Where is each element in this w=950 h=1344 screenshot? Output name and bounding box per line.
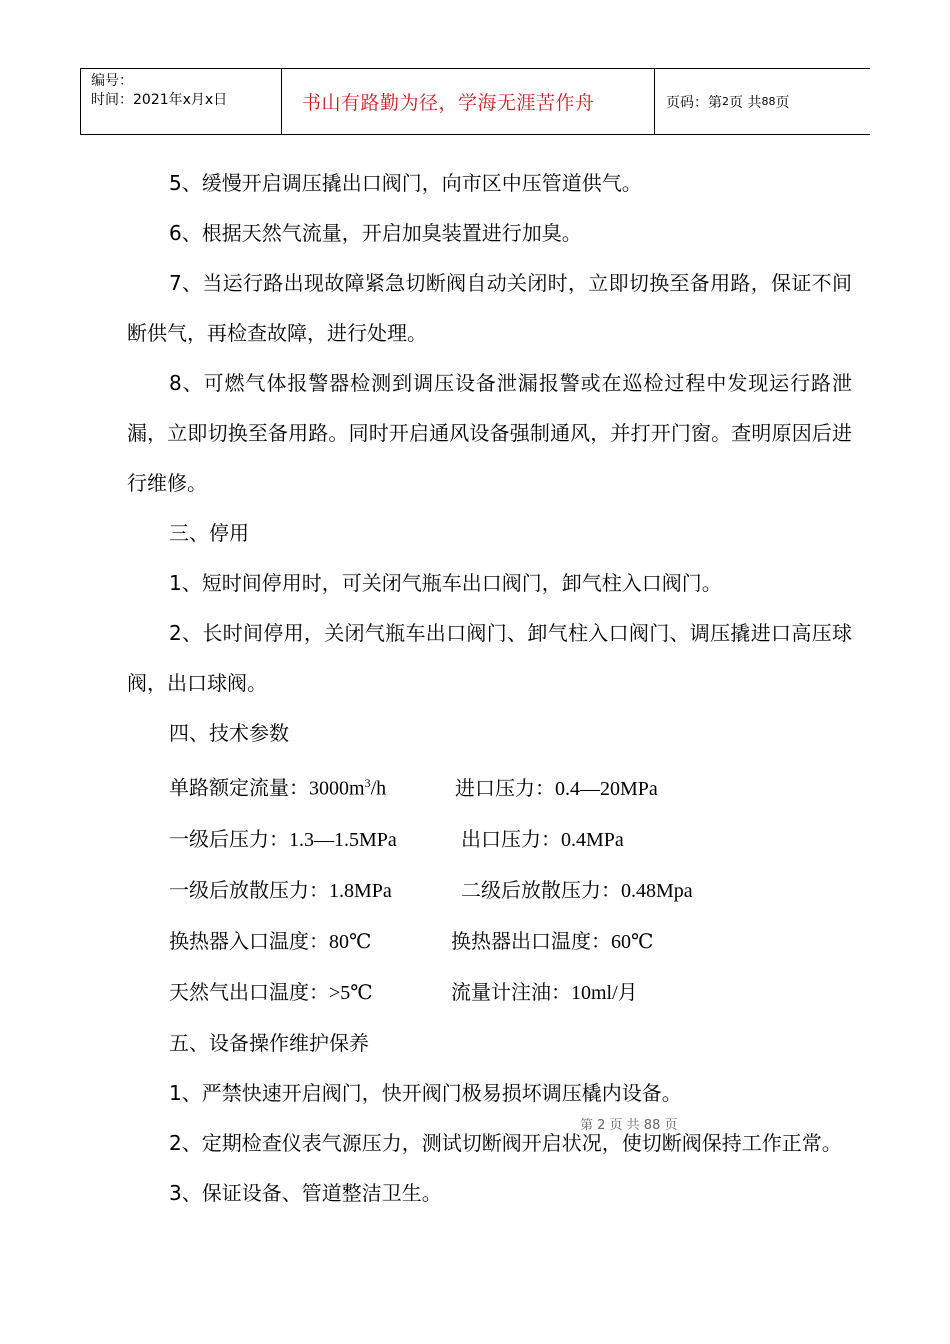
param-label: 单路额定流量：: [169, 775, 309, 800]
param-value: 80℃: [329, 930, 372, 953]
param-stage1-relief: [169, 865, 461, 916]
time-label: 时间：2021年x月x日: [91, 92, 228, 108]
param-value: 60℃: [611, 930, 654, 953]
param-label: 出口压力：: [461, 826, 561, 851]
param-label: 二级后放散压力：: [461, 877, 621, 902]
param-row-2: [127, 814, 852, 865]
param-row-4: [127, 916, 852, 967]
page-mid: 页 共: [729, 94, 762, 111]
section-5-item-1: 1、严禁快速开启阀门，快开阀门极易损坏调压橇内设备。: [169, 1080, 682, 1105]
param-inlet-pressure: [455, 763, 658, 814]
section-4-heading: 四、技术参数: [169, 721, 289, 745]
section-5-heading: 五、设备操作维护保养: [169, 1030, 369, 1055]
page-header: [80, 68, 870, 135]
section-5-item-3: 3、保证设备、管道整洁卫生。: [169, 1180, 442, 1205]
param-value: 1.8MPa: [329, 879, 392, 902]
param-value: 0.4—20MPa: [555, 777, 658, 800]
param-label: 进口压力：: [455, 775, 555, 800]
param-row-5: [127, 967, 852, 1018]
section-3-heading: 三、停用: [169, 521, 249, 545]
page-prefix: 页码：第: [666, 94, 722, 111]
param-value: 3000m: [309, 777, 365, 800]
param-exchanger-inlet-temp: [169, 916, 451, 967]
param-label: 天然气出口温度：: [169, 979, 329, 1004]
paragraph-7: 7、当运行路出现故障紧急切断阀自动关闭时，立即切换至备用路，保证不间断供气，再检查故障，进行处理。: [127, 271, 852, 345]
param-exchanger-outlet-temp: [451, 916, 653, 967]
param-unit: 月: [617, 979, 638, 1004]
section-3-item-1: 1、短时间停用时，可关闭气瓶车出口阀门，卸气柱入口阀门。: [169, 571, 722, 595]
param-rated-flow: [169, 758, 455, 814]
param-value: >5℃: [329, 981, 373, 1004]
page-current: 2: [722, 95, 729, 108]
page-total: 88: [761, 95, 776, 108]
paragraph-8: 8、可燃气体报警器检测到调压设备泄漏报警或在巡检过程中发现运行路泄漏，立即切换至备用路。同时开启通风设备强制通风，并打开门窗。查明原因后进行维修。: [127, 371, 852, 495]
header-page-info: [655, 69, 870, 134]
param-value: 10ml/: [571, 981, 618, 1004]
document-body: [127, 158, 852, 1218]
param-value: 1.3—1.5MPa: [289, 828, 397, 851]
header-meta: [80, 69, 282, 134]
param-label: 换热器出口温度：: [451, 928, 611, 953]
section-3-item-2: 2、长时间停用，关闭气瓶车出口阀门、卸气柱入口阀门、调压撬进口高压球阀，出口球阀。: [127, 621, 852, 695]
paragraph-5: 5、缓慢开启调压撬出口阀门，向市区中压管道供气。: [169, 171, 642, 195]
page-suffix: 页: [775, 94, 790, 111]
param-row-1: [127, 758, 852, 814]
param-label: 换热器入口温度：: [169, 928, 329, 953]
param-flowmeter-oil: [451, 967, 638, 1018]
header-motto: 书山有路勤为径，学海无涯苦作舟: [282, 69, 655, 134]
param-row-3: [127, 865, 852, 916]
param-label: 一级后放散压力：: [169, 877, 329, 902]
page-number-overlay: 第 2 页 共 88 页: [580, 1118, 678, 1133]
param-value: 0.4MPa: [561, 828, 624, 851]
param-outlet-pressure: [461, 814, 624, 865]
param-gas-outlet-temp: [169, 967, 451, 1018]
param-label: 一级后压力：: [169, 826, 289, 851]
param-sup: 3: [364, 776, 371, 790]
param-label: 流量计注油：: [451, 979, 571, 1004]
number-label: 编号：: [91, 73, 133, 89]
param-stage2-relief: [461, 865, 693, 916]
param-unit: /h: [370, 777, 387, 800]
section-5-item-2: 2、定期检查仪表气源压力，测试切断阀开启状况，使切断阀保持工作正常。: [169, 1130, 842, 1155]
param-value: 0.48Mpa: [621, 879, 693, 902]
param-stage1-pressure: [169, 814, 461, 865]
paragraph-6: 6、根据天然气流量，开启加臭装置进行加臭。: [169, 221, 582, 245]
